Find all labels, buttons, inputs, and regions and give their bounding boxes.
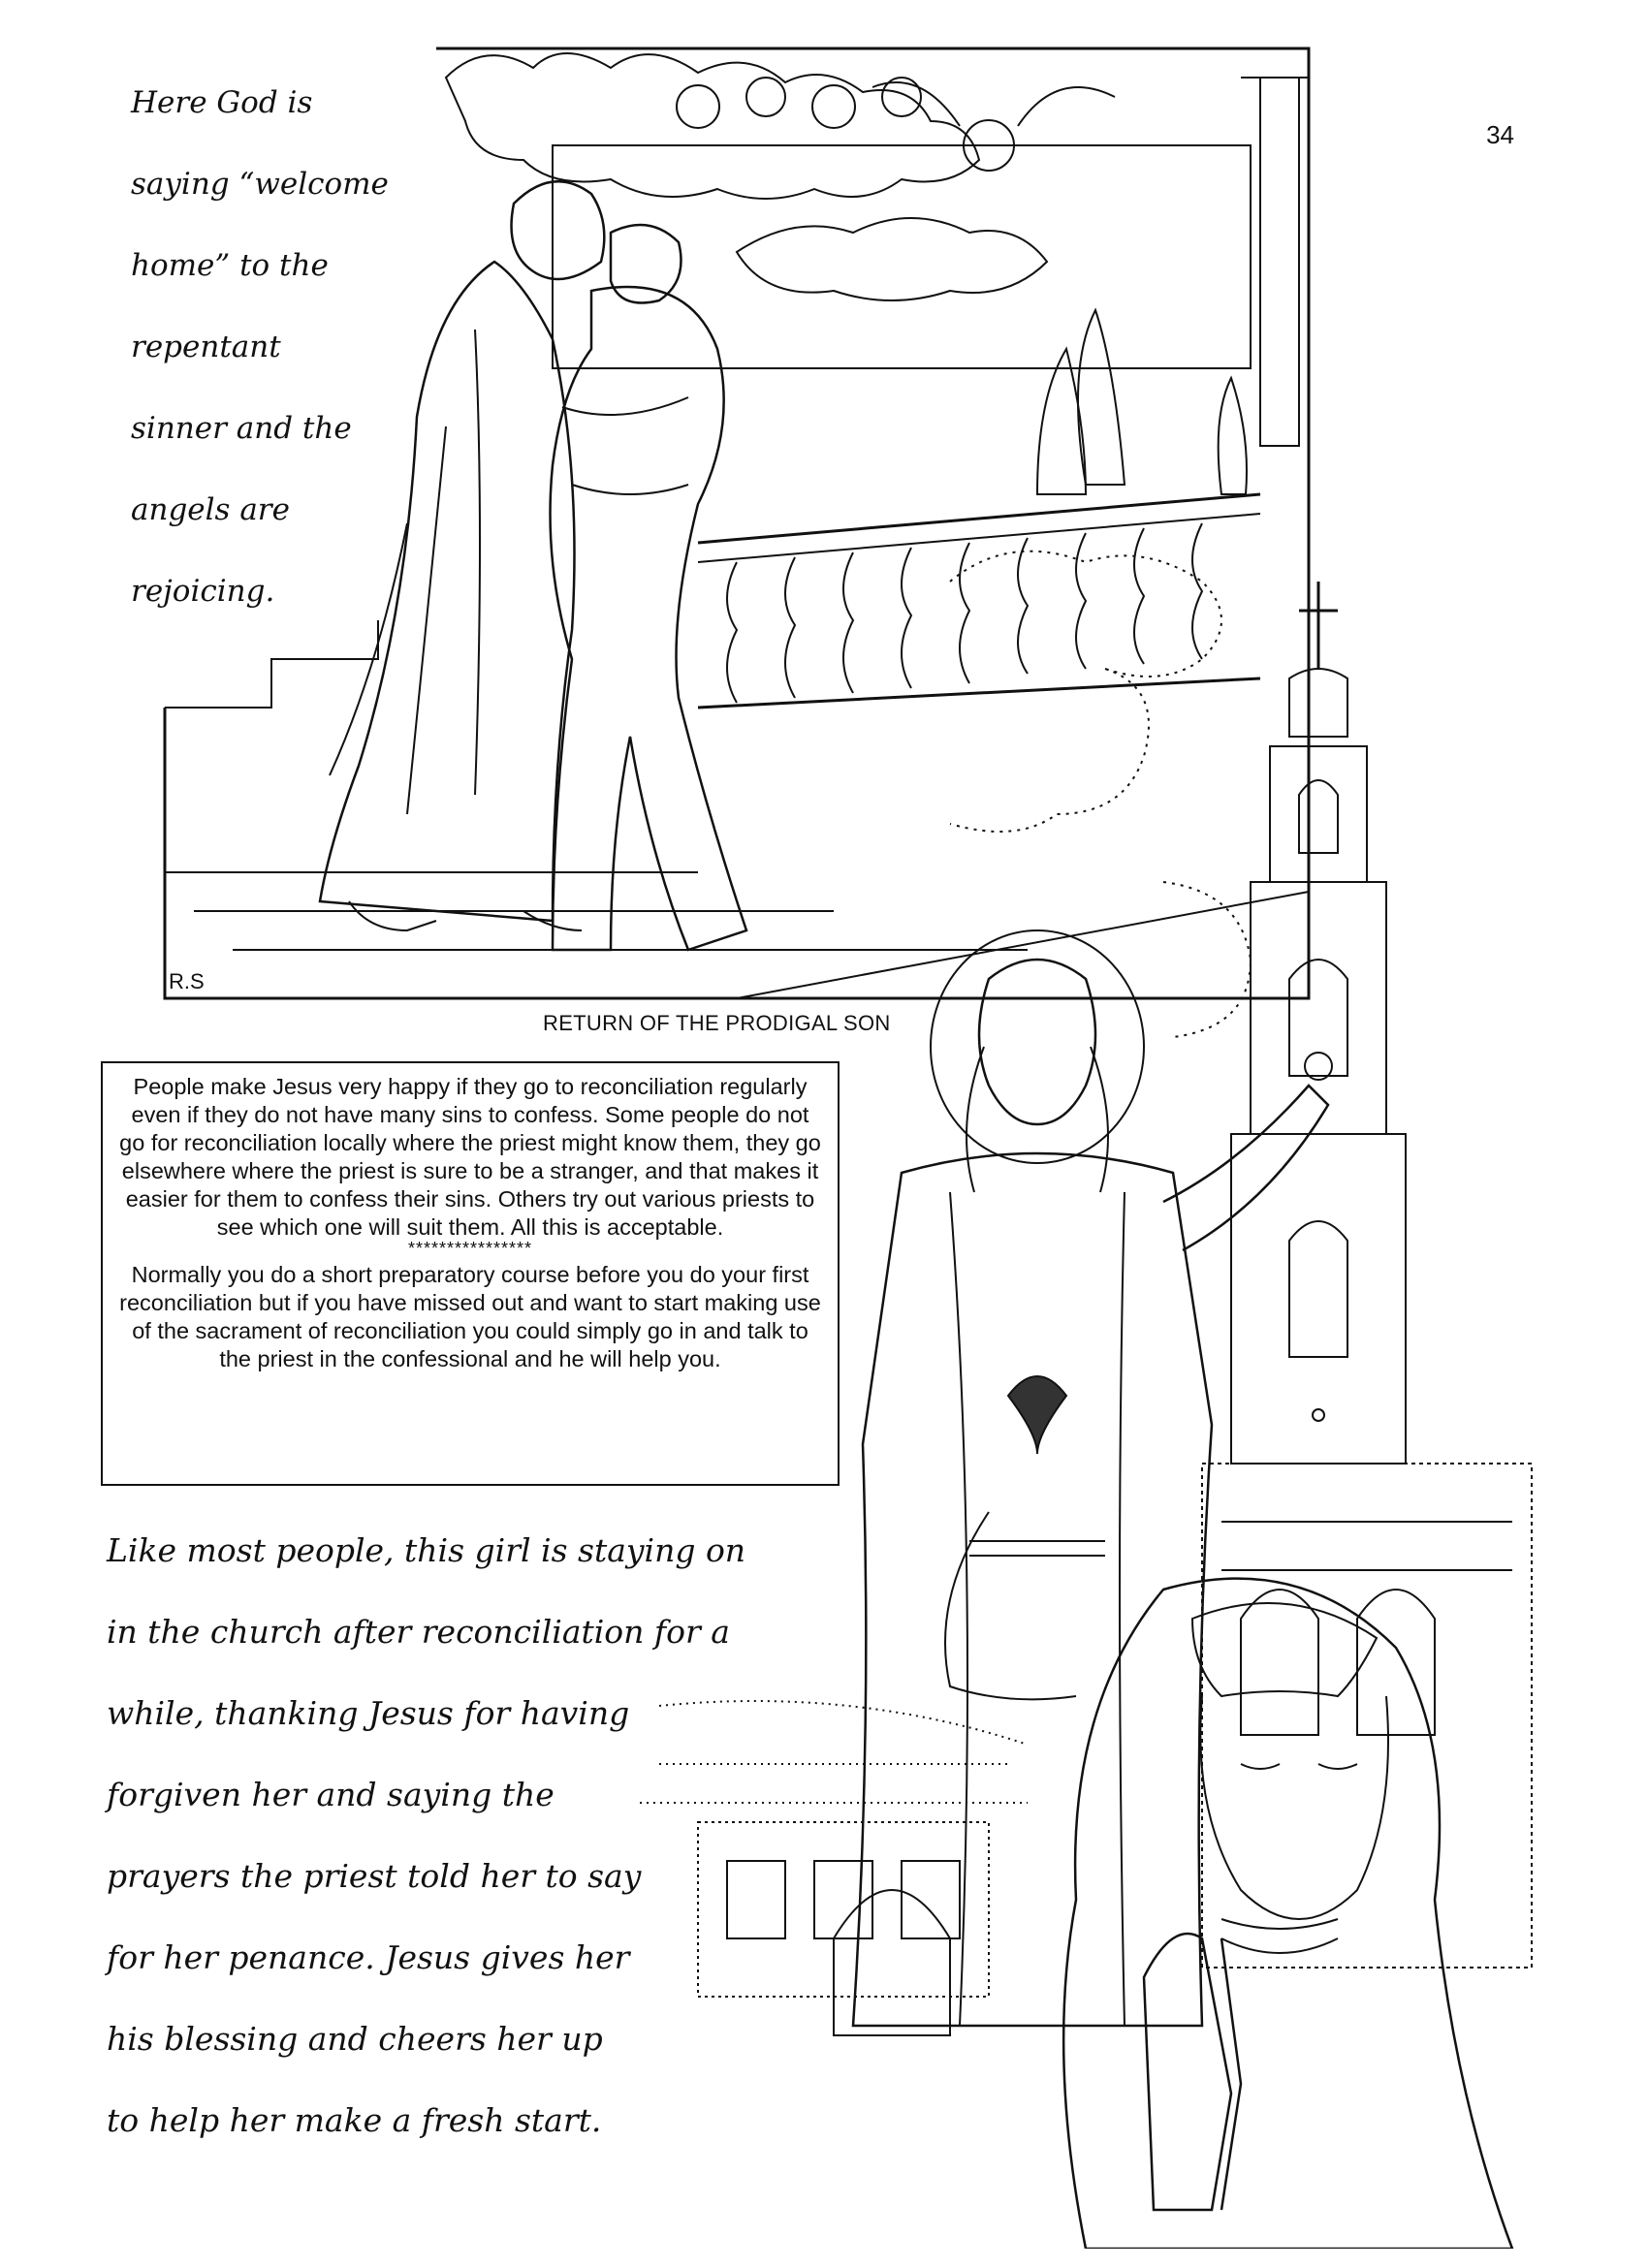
- intro-line: sinner and the: [131, 411, 352, 446]
- intro-line: angels are: [131, 492, 290, 527]
- info-paragraph-2: Normally you do a short preparatory course before you do your first reconciliation but if you have missed out and want to start making use of the sacrament of reconciliation you could simply go in and talk to the priest in the confessional and he will help you.: [119, 1262, 821, 1371]
- intro-line: rejoicing.: [131, 574, 275, 609]
- story-line: prayers the priest told her to say: [107, 1857, 642, 1895]
- story-line: to help her make a fresh start.: [107, 2101, 602, 2139]
- illustration-caption: RETURN OF THE PRODIGAL SON: [543, 1011, 891, 1035]
- intro-line: home” to the: [131, 248, 329, 283]
- info-divider: ****************: [407, 1239, 533, 1258]
- info-paragraph-1: People make Jesus very happy if they go to reconciliation regularly even if they do not have many sins to confess. Some people do not go for reconciliation locally where the priest might know them, they go elsewhere where the priest is sure to be a stranger, and that makes it easier for them to confess their sins. Others try out various priests to see which one will suit them. All this is acceptable.: [119, 1074, 821, 1240]
- story-line: for her penance. Jesus gives her: [107, 1938, 630, 1976]
- page-number: 34: [1486, 120, 1514, 149]
- story-line: Like most people, this girl is staying on: [107, 1531, 746, 1569]
- intro-line: repentant: [131, 330, 281, 364]
- intro-line: Here God is: [131, 85, 313, 120]
- info-box: [101, 1061, 840, 1486]
- story-line: while, thanking Jesus for having: [107, 1694, 630, 1732]
- illustration-signature: R.S: [169, 969, 205, 993]
- intro-line: saying “welcome: [131, 167, 389, 202]
- story-line: forgiven her and saying the: [107, 1776, 555, 1813]
- story-line: in the church after reconciliation for a: [107, 1613, 730, 1651]
- story-line: his blessing and cheers her up: [107, 2020, 603, 2058]
